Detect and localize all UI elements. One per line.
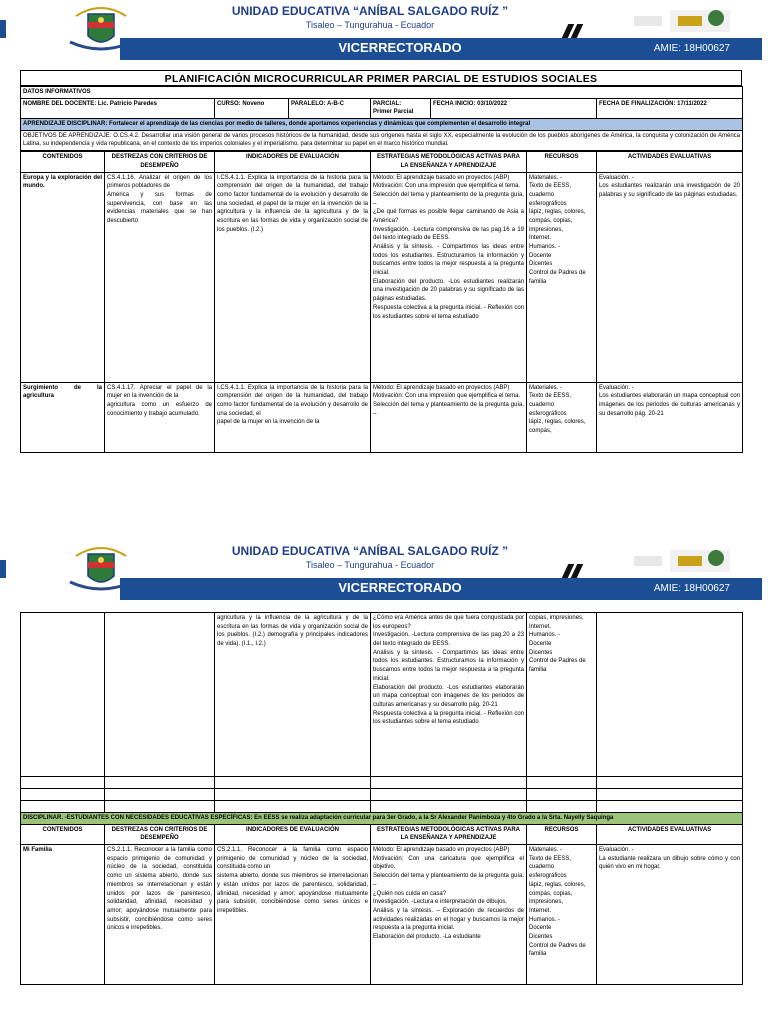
estrategia-cell: Método: El aprendizaje basado en proyectos (ABP) Motivación: Con una impresión que ejemplifica el tema. Selección del tema y planteamiento de la pregunta guía. – bbox=[371, 382, 527, 452]
fecha-fin: FECHA DE FINALIZACIÓN: 17/11/2022 bbox=[597, 98, 743, 118]
school-location: Tisaleo – Tungurahua - Ecuador bbox=[305, 20, 435, 30]
office-label: VICERRECTORADO bbox=[338, 40, 462, 55]
aprendizaje-text: Fortalecer el aprendizaje de las ciencias por medio de talleres, donde aportamos experiencias y dinámicas que complementen el desarrollo integral bbox=[107, 121, 531, 128]
page-header bbox=[0, 0, 768, 66]
page-header bbox=[0, 540, 768, 606]
aprendizaje-disciplinar bbox=[21, 119, 743, 131]
col-indicadores: INDICADORES DE EVALUACIÓN bbox=[215, 824, 371, 844]
estrategia-cell: ¿Cómo era América antes de que fuera conquistada por los europeos? Investigación. -Lectura comprensiva de las pag.20 a 23 del texto integrado de EESS. Análisis y la síntesis. - Compartimos las ideas entre todos los estudiantes. Estructuramos la información y buscamos entre todos la mejor respuesta a la pregunta inicial. Elaboración del producto. -Los estudiantes elaborarán un mapa conceptual con imágenes de los periodos de culturas americanas y su desarrollo pág. 20-21 Respuesta colectiva a la pregunta inicial. - Reflexión con los estudiantes sobre el tema estudiado bbox=[371, 613, 527, 777]
disciplinar-label: DISCIPLINAR. bbox=[23, 815, 64, 821]
col-actividades: ACTIVIDADES EVALUATIVAS bbox=[597, 824, 743, 844]
office-label: VICERRECTORADO bbox=[338, 580, 462, 595]
disciplinar-banner bbox=[21, 813, 743, 825]
actividad-cell: Evaluación. - La estudiante realizara un dibujo sobre cómo y con quién vivo en mi hogar. bbox=[597, 845, 743, 985]
table-row bbox=[21, 777, 743, 789]
header-band bbox=[120, 578, 762, 600]
docente-name: NOMBRE DEL DOCENTE: Lic. Patricio Paredes bbox=[21, 98, 215, 118]
col-estrategias: ESTRATEGIAS METODOLÓGICAS ACTIVAS PARA LA ENSEÑANZA Y APRENDIZAJE bbox=[371, 824, 527, 844]
indicador-cell: CS.2.1.1. Reconocer a la familia como espacio primigenio de comunidad y núcleo de la sociedad, constituida como un sistema abierto, donde sus miembros se interrelacionan y están unidos por lazos de parentesco, solidaridad, afinidad, necesidad y amor; apoyándose mutuamente para subsistir, concibiéndose como seres únicos e irrepetibles. bbox=[215, 845, 371, 985]
col-contenidos: CONTENIDOS bbox=[21, 152, 105, 172]
recursos-cell: copias, impresiones, Internet. Humanos. - Docente Dicentes Control de Padres de familia bbox=[527, 613, 597, 777]
col-recursos: RECURSOS bbox=[527, 152, 597, 172]
col-destrezas: DESTREZAS CON CRITERIOS DE DESEMPEÑO bbox=[105, 152, 215, 172]
contenido-cell: Surgimiento de la agricultura bbox=[21, 382, 105, 452]
contenido-cell bbox=[21, 613, 105, 777]
parcial: PARCIAL: Primer Parcial bbox=[371, 98, 431, 118]
amie-code: AMIE: 18H00627 bbox=[653, 583, 730, 594]
table-row bbox=[21, 613, 743, 777]
estrategia-cell: Método: El aprendizaje basado en proyectos (ABP) Motivación: Con una caricatura que ejemplifica el objetivo. Selección del tema y planteamiento de la pregunta guía. – ¿Quién nos cuida en casa? Investigación. -Lectura e interpretación de dibujos. Análisis y la síntesis. – Exploración de recuerdos de actividades realizadas en el hogar y buscamos la mejor respuesta a la pregunta inicial. Elaboración del producto. -La estudiante bbox=[371, 845, 527, 985]
recursos-cell: Materiales. - Texto de EESS, cuaderno esferográficos lápiz, reglas, colores, compás, copias, impresiones, Internet. Humanos. - Docente Dicentes Control de Padres de familia bbox=[527, 845, 597, 985]
table-row bbox=[21, 789, 743, 801]
col-recursos: RECURSOS bbox=[527, 824, 597, 844]
actividad-cell: Evaluación. - Los estudiantes realizarán una investigación de 20 palabras y su significado de las páginas estudiadas. bbox=[597, 172, 743, 382]
fecha-inicio: FECHA INICIO: 03/10/2022 bbox=[431, 98, 597, 118]
page-2 bbox=[0, 540, 768, 1024]
datos-informativos: DATOS INFORMATIVOS bbox=[21, 87, 743, 99]
table-row bbox=[21, 801, 743, 813]
school-name: UNIDAD EDUCATIVA “ANÍBAL SALGADO RUÍZ ” bbox=[231, 544, 509, 558]
ministry-logo-icon bbox=[630, 4, 740, 34]
destreza-cell: CS.4.1.17. Apreciar el papel de la mujer en la invención de la agricultura como un esfuerzo de conocimiento y trabajo acumulado. bbox=[105, 382, 215, 452]
actividad-cell: Evaluación. - Los estudiantes elaborarán un mapa conceptual con imágenes de los periodos de culturas americanas y su desarrollo pág. 20-21 bbox=[597, 382, 743, 452]
page-1 bbox=[0, 0, 768, 470]
school-location: Tisaleo – Tungurahua - Ecuador bbox=[305, 560, 435, 570]
destreza-cell: CS.2.1.1. Reconocer a la familia como espacio primigenio de comunidad y núcleo de la sociedad, constituida como un sistema abierto, donde sus miembros se interrelacionan y están unidos por lazos de parentesco, solidaridad, afinidad, necesidad y amor; apoyándose mutuamente para subsistir, concibiéndose como seres únicos e irrepetibles. bbox=[105, 845, 215, 985]
curso: CURSO: Noveno bbox=[215, 98, 289, 118]
destreza-cell: CS.4.1.16. Analizar el origen de los primeros pobladores de América y sus formas de supervivencia, con base en las evidencias materiales que se han descubierto bbox=[105, 172, 215, 382]
ministry-logo-icon bbox=[630, 544, 740, 574]
amie-code: AMIE: 18H00627 bbox=[653, 43, 730, 54]
col-contenidos: CONTENIDOS bbox=[21, 824, 105, 844]
col-actividades: ACTIVIDADES EVALUATIVAS bbox=[597, 152, 743, 172]
document-title: PLANIFICACIÓN MICROCURRICULAR PRIMER PARCIAL DE ESTUDIOS SOCIALES bbox=[20, 70, 742, 86]
recursos-cell: Materiales. - Texto de EESS, cuaderno esferográficos lápiz, reglas, colores, compás, bbox=[527, 382, 597, 452]
indicador-cell: I.CS.4.1.1. Explica la importancia de la historia para la comprensión del origen de la humanidad, del trabajo como factor fundamental de la evolución y desarrollo de una sociedad, el papel de la mujer en la invención de la bbox=[215, 382, 371, 452]
aprendizaje-label: APRENDIZAJE DISCIPLINAR: bbox=[23, 121, 108, 128]
edge-mark bbox=[0, 20, 6, 38]
actividad-cell bbox=[597, 613, 743, 777]
indicador-cell: agricultura y la influencia de la agricultura y de la escritura en las formas de vida y organización social de los pueblos. (I.2.) demografía y principales indicadores de vida). (I.1., I.2.) bbox=[215, 613, 371, 777]
table-row bbox=[21, 172, 743, 382]
table-row bbox=[21, 845, 743, 985]
planning-document-continued bbox=[20, 612, 742, 985]
edge-mark bbox=[0, 560, 6, 578]
info-table bbox=[20, 86, 743, 151]
school-name: UNIDAD EDUCATIVA “ANÍBAL SALGADO RUÍZ ” bbox=[231, 4, 509, 18]
estrategia-cell: Método: El aprendizaje basado en proyectos (ABP) Motivación: Con una impresión que ejemplifica el tema. Selección del tema y planteamiento de la pregunta guía. – ¿De qué formas es posible llegar caminando de Asia a América? Investigación. -Lectura comprensiva de las pag.16 a 19 del texto integrado de EESS. Análisis y la síntesis. - Compartimos las ideas entre todos los estudiantes. Estructuramos la información y buscamos entre todos la mejor respuesta a la pregunta inicial. Elaboración del producto. -Los estudiantes realizarán una investigación de 20 palabras y su significado de las páginas estudiadas. Respuesta colectiva a la pregunta inicial. - Reflexión con los estudiantes sobre el tema estudiado bbox=[371, 172, 527, 382]
paralelo: PARALELO: A-B-C bbox=[289, 98, 371, 118]
recursos-cell: Materiales. - Texto de EESS, cuaderno esferográficos lápiz, reglas, colores, compás, copias, impresiones, Internet. Humanos. - Docente Dicentes Control de Padres de familia bbox=[527, 172, 597, 382]
planning-table bbox=[20, 151, 743, 452]
destreza-cell bbox=[105, 613, 215, 777]
contenido-cell: Mi Familia bbox=[21, 845, 105, 985]
indicador-cell: I.CS.4.1.1. Explica la importancia de la historia para la comprensión del origen de la humanidad, del trabajo como factor fundamental de la evolución y desarrollo de una sociedad, el papel de la mujer en la invención de la agricultura y la influencia de la agricultura y de la escritura en las formas de vida y organización social de los pueblos. (I.2.) bbox=[215, 172, 371, 382]
disciplinar-text: -ESTUDIANTES CON NECESIDADES EDUCATIVAS ESPECÍFICAS: En EESS se realiza adaptación curricular para 3er Grado, a la Sr Alexander Panimboza y 4to Grado a la Srta. Nayelly Saquinga bbox=[63, 815, 614, 821]
table-row bbox=[21, 382, 743, 452]
planning-table bbox=[20, 612, 743, 985]
col-destrezas: DESTREZAS CON CRITERIOS DE DESEMPEÑO bbox=[105, 824, 215, 844]
objetivos-aprendizaje: OBJETIVOS DE APRENDIZAJE: O.CS.4.2. Desarrollar una visión general de varios procesos históricos de la humanidad, desde sus orígenes hasta el siglo XX, especialmente la evolución de los pueblos aborígenes de América, la conquista y colonización de América Latina, su independencia y vida republicana, en el contexto de los imperios coloniales y el imperialismo, para determinar su papel en el marco histórico mundial. bbox=[21, 130, 743, 150]
planning-document bbox=[20, 70, 742, 453]
page-gap bbox=[0, 470, 768, 540]
header-band bbox=[120, 38, 762, 60]
contenido-cell: Europa y la exploración del mundo. bbox=[21, 172, 105, 382]
col-indicadores: INDICADORES DE EVALUACIÓN bbox=[215, 152, 371, 172]
col-estrategias: ESTRATEGIAS METODOLÓGICAS ACTIVAS PARA LA ENSEÑANZA Y APRENDIZAJE bbox=[371, 152, 527, 172]
